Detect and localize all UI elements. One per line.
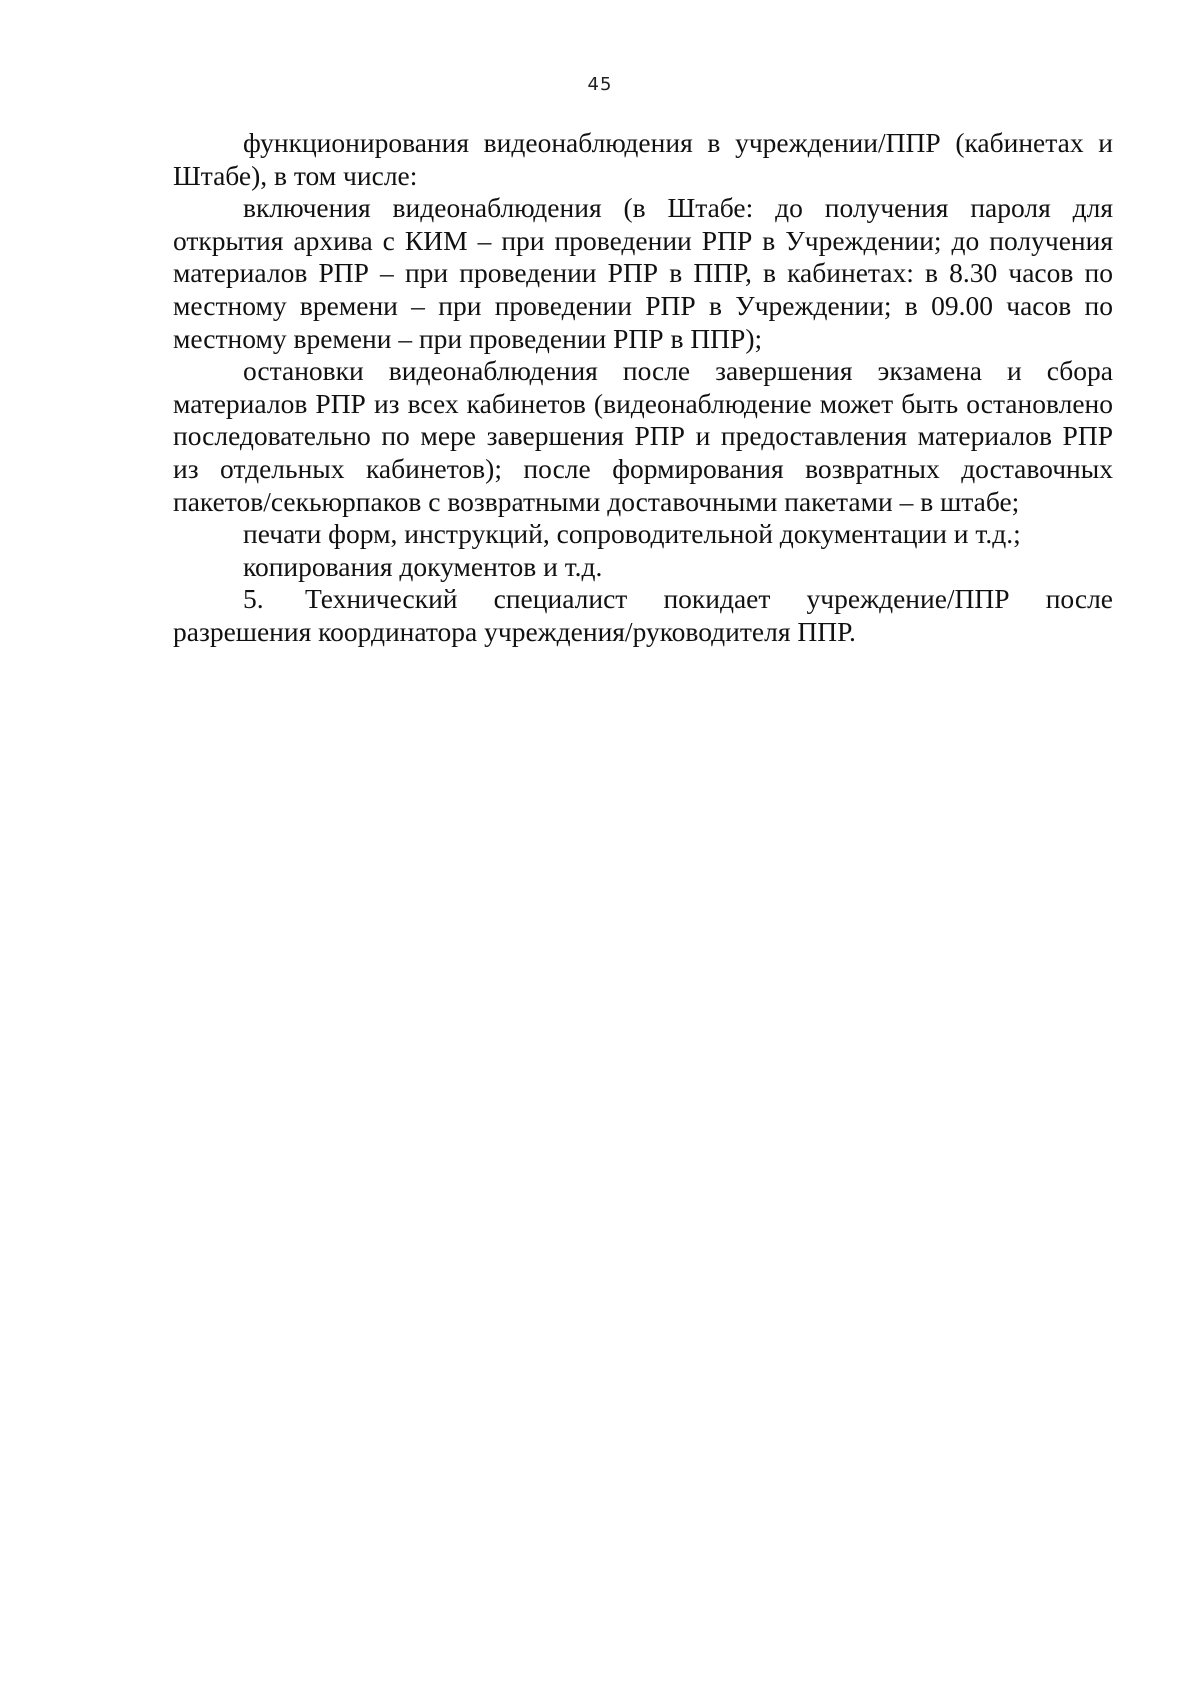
- document-body: [173, 127, 1113, 649]
- paragraph-stop-video: остановки видеонаблюдения после завершения экзамена и сбора материалов РПР из всех кабинетов (видеонаблюдение может быть остановлено последовательно по мере завершения РПР и предоставления материалов РПР из отдельных кабинетов); после формирования возвратных доставочных пакетов/секьюрпаков с возвратными доставочными пакетами – в штабе;: [173, 355, 1113, 517]
- numbered-item-5: [173, 583, 1113, 616]
- paragraph-copying: копирования документов и т.д.: [243, 550, 603, 582]
- item-number: 5.: [243, 583, 264, 615]
- page-number: 45: [587, 74, 613, 95]
- paragraph-printing: печати форм, инструкций, сопроводительной документации и т.д.;: [243, 518, 1021, 550]
- item-5-line-2: разрешения координатора учреждения/руководителя ППР.: [173, 615, 856, 647]
- paragraph-enable-video: включения видеонаблюдения (в Штабе: до получения пароля для открытия архива с КИМ – при проведении РПР в Учреждении; до получения материалов РПР – при проведении РПР в ППР, в кабинетах: в 8.30 часов по местному времени – при проведении РПР в Учреждении; в 09.00 часов по местному времени – при проведении РПР в ППР);: [173, 192, 1113, 354]
- item-5-line-1: Технический специалист покидает учреждение/ППР после: [305, 583, 1113, 615]
- paragraph-functioning: функционирования видеонаблюдения в учреждении/ППР (кабинетах и Штабе), в том числе:: [173, 127, 1113, 191]
